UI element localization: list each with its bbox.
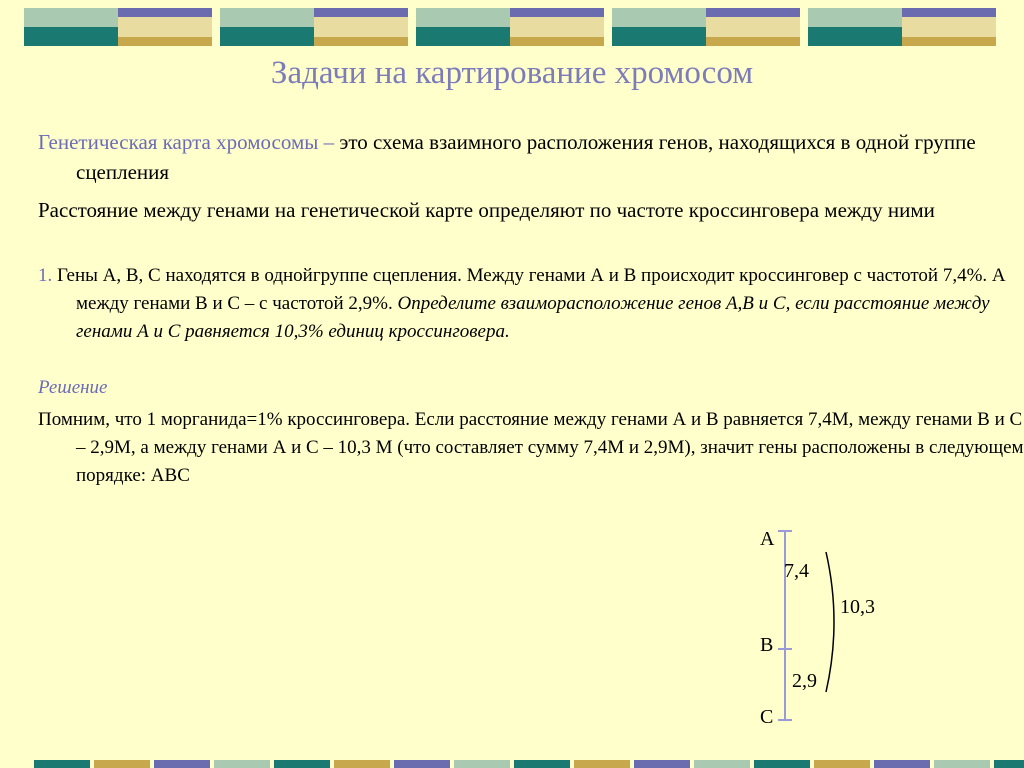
task-paragraph bbox=[38, 262, 1024, 346]
footer-stripe-segment bbox=[334, 760, 390, 768]
task-question: Определите взаиморасположение генов А,В и С, если расстояние между генами А и С равняется 10,3% единиц кроссинговера. bbox=[76, 293, 990, 342]
footer-stripe-segment bbox=[514, 760, 570, 768]
slide-title: Задачи на картирование хромосом bbox=[270, 55, 754, 91]
definition-distance: Расстояние между генами на генетической карте определяют по частоте кроссинговера между ними bbox=[38, 198, 935, 222]
header-deco-block bbox=[612, 8, 800, 46]
definition-text: это схема взаимного расположения генов, находящихся в одной группе сцепления bbox=[76, 130, 976, 184]
tick-a bbox=[778, 530, 792, 532]
gene-a-label: А bbox=[760, 528, 775, 550]
definition-genetic-map bbox=[38, 127, 1024, 187]
distance-bc: 2,9 bbox=[792, 670, 817, 692]
gene-c-label: С bbox=[760, 706, 774, 728]
gene-map-diagram bbox=[740, 520, 900, 730]
footer-stripe-segment bbox=[274, 760, 330, 768]
header-deco-block bbox=[416, 8, 604, 46]
distance-ac: 10,3 bbox=[840, 596, 875, 618]
footer-stripe-segment bbox=[874, 760, 930, 768]
footer-stripe-segment bbox=[634, 760, 690, 768]
task-number: 1. bbox=[38, 265, 53, 286]
footer-stripe-segment bbox=[214, 760, 270, 768]
tick-b bbox=[778, 648, 792, 650]
footer-stripes bbox=[0, 760, 1024, 768]
bracket-ac bbox=[822, 550, 846, 694]
header-banner bbox=[0, 8, 1024, 46]
footer-stripe-segment bbox=[574, 760, 630, 768]
solution-text: Помним, что 1 морганида=1% кроссинговера. Если расстояние между генами А и В равняется 7,4М, между генами В и С – 2,9М, а между генами А и С – 10,3 М (что составляет сумму 7,4М и 2,9М), значит гены расположены в следующем порядке: АВС bbox=[38, 409, 1024, 486]
footer-stripe-segment bbox=[94, 760, 150, 768]
footer-stripe-segment bbox=[454, 760, 510, 768]
distance-ab: 7,4 bbox=[784, 560, 809, 582]
definition-term: Генетическая карта хромосомы – bbox=[38, 130, 340, 154]
footer-stripe-segment bbox=[814, 760, 870, 768]
gene-b-label: В bbox=[760, 634, 774, 656]
header-deco-block bbox=[24, 8, 212, 46]
tick-c bbox=[778, 719, 792, 721]
footer-stripe-segment bbox=[754, 760, 810, 768]
task-text: Гены А, В, С находятся в однойгруппе сцепления. Между генами А и В происходит кроссинговер с частотой 7,4%. А между генами В и С – с частотой 2,9%. bbox=[52, 265, 1006, 314]
footer-stripe-segment bbox=[994, 760, 1024, 768]
footer-stripe-segment bbox=[154, 760, 210, 768]
header-deco-block bbox=[808, 8, 996, 46]
chromosome-line bbox=[784, 530, 786, 720]
footer-stripe-segment bbox=[934, 760, 990, 768]
footer-stripe-segment bbox=[394, 760, 450, 768]
header-deco-block bbox=[220, 8, 408, 46]
footer-stripe-segment bbox=[694, 760, 750, 768]
footer-stripe-segment bbox=[34, 760, 90, 768]
solution-label: Решение bbox=[38, 377, 108, 398]
